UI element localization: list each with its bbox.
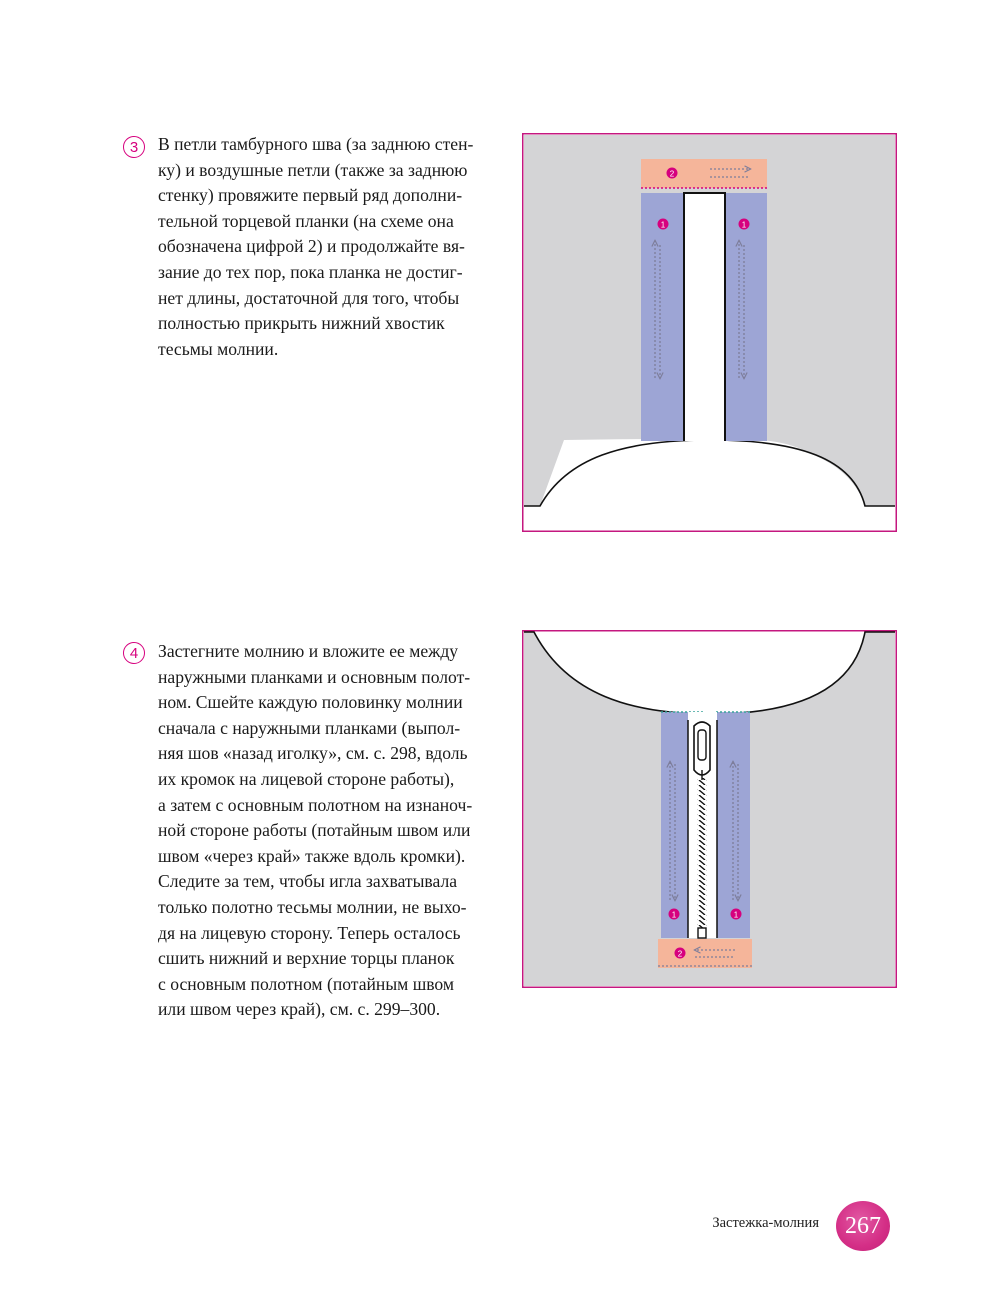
text-line: дя на лицевую сторону. Теперь осталось [158,922,461,943]
strip-label: 1 [671,910,677,920]
step-number: 3 [123,136,145,158]
text-line: только полотно тесьмы молнии, не выхо- [158,896,467,917]
text-line: обозначена цифрой 2) и продолжайте вя- [158,236,465,257]
strip-label: 1 [660,220,666,230]
text-line: нет длины, достаточной для того, чтобы [158,287,460,308]
text-line: сначала с наружными планками (выпол- [158,717,461,738]
text-line: Застегните молнию и вложите ее между [158,641,459,661]
text-line: или швом через край), см. с. 299–300. [158,999,441,1020]
text-line: их кромок на лицевой стороне работы), [158,768,455,789]
text-line: а затем с основным полотном на изнаноч- [158,794,473,815]
text-line: стенку) провяжите первый ряд дополни- [158,185,463,206]
text-line: сшить нижний и верхние торцы планок [158,948,455,969]
band-label: 2 [669,169,675,179]
text-line: зание до тех пор, пока планка не достиг- [158,261,463,282]
text-line: Следите за тем, чтобы игла захватывала [158,871,458,892]
strip-label: 1 [741,220,747,230]
text-line: ной стороне работы (потайным швом или [158,820,471,841]
text-line: ном. Сшейте каждую половинку молнии [158,692,463,713]
band-label: 2 [677,949,683,959]
text-line: швом «через край» также вдоль кромки). [158,845,466,866]
diagram-top-svg [522,133,897,532]
section-title: Застежка-молния [712,1215,819,1231]
strip-label: 1 [733,910,739,920]
page-number-badge: 267 [836,1201,890,1251]
diagram-bottom-svg [522,630,897,988]
text-line: ку) и воздушные петли (также за заднюю [158,159,468,180]
step-text [158,639,501,1023]
text-line: наружными планками и основным полот- [158,666,471,687]
text-line: няя шов «назад иголку», см. с. 298, вдоль [158,743,468,764]
step-text [158,132,501,362]
text-line: полностью прикрыть нижний хвостик [158,313,445,334]
step-number: 4 [123,642,145,664]
text-line: с основным полотном (потайным швом [158,973,455,994]
text-line: тельной торцевой планки (на схеме она [158,210,454,231]
diagram-bottom-zipper [522,630,897,988]
text-line: тесьмы молнии. [158,338,279,359]
text-line: В петли тамбурного шва (за заднюю стен- [158,134,474,154]
diagram-top-placket [522,133,897,532]
